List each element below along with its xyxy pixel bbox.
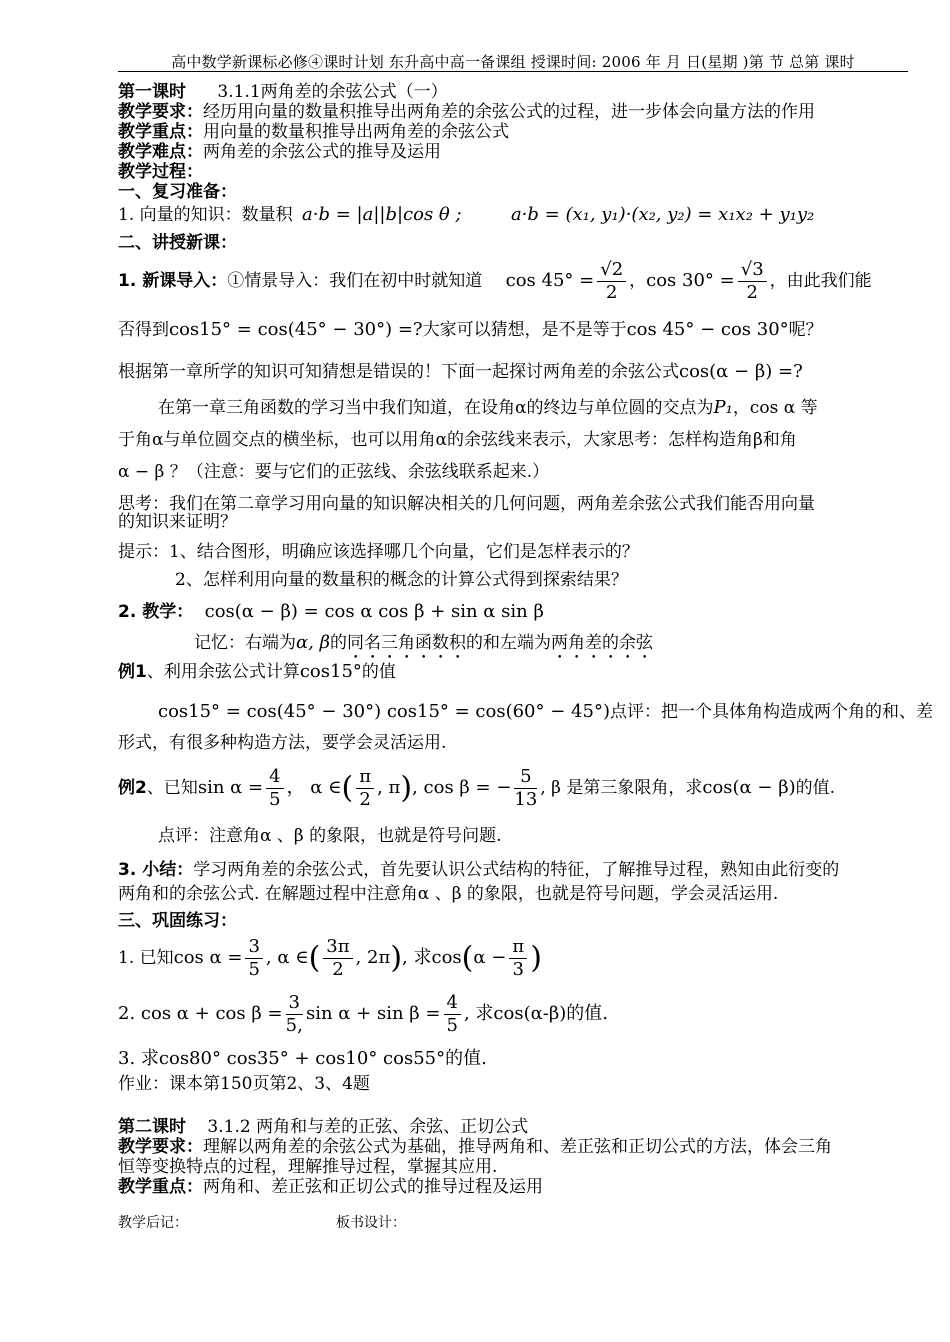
lesson2-focus xyxy=(118,1177,543,1197)
intro-label: 1. 新课导入： xyxy=(118,271,228,291)
lesson2-requirement-text-a: 理解以两角差的余弦公式为基础，推导两角和、差正弦和正切公式的方法，体会三角 xyxy=(203,1137,832,1157)
example1-formula: cos15° xyxy=(299,661,362,682)
pi-over-3: $\frac{\pi}{3}$ xyxy=(509,936,527,981)
section-review-heading: 一、复习准备： xyxy=(118,182,237,202)
sqrt2-over-2: $\frac{√2}{2}$ xyxy=(597,259,626,304)
lesson1-title-label: 第一课时 xyxy=(118,82,186,102)
emphasis-difference-cosine: 两角差的余弦 xyxy=(551,633,654,653)
hint-line1: 提示：1、结合图形，明确应该选择哪几个向量，它们是怎样表示的？ xyxy=(118,542,639,562)
example2-text: 、已知 xyxy=(146,778,198,798)
question-tail: 呢？ xyxy=(788,320,823,340)
paragraph1-text-a: 在第一章三角函数的学习当中我们知道，在设角α的终边与单位圆的交点为 xyxy=(158,398,714,418)
practice1-2pi: , 2π xyxy=(355,947,391,968)
cos45-expr: cos 45° = xyxy=(505,270,595,291)
example1-line xyxy=(118,662,396,682)
hint-line2: 2、怎样利用向量的数量积的概念的计算公式得到探索结果？ xyxy=(175,570,628,590)
memory-alpha-beta: α, β xyxy=(296,632,331,653)
homework-line: 作业：课本第150页第2、3、4题 xyxy=(118,1074,370,1094)
lesson1-title-text: 3.1.1两角差的余弦公式（一） xyxy=(217,82,448,102)
example2-tail: , β 是第三象限角，求 xyxy=(540,778,703,798)
teaching-label: 2. 教学： xyxy=(118,602,194,622)
right-paren: ) xyxy=(400,770,413,806)
lesson2-title xyxy=(118,1117,528,1137)
intro-line: 1. 新课导入：①情景导入：我们在初中时就知道 cos 45° = $\frac{√2}{2}$ ，cos 30° = $\frac{√3}{2}$ ，由此我们能 xyxy=(118,259,872,303)
practice1-alpha: α − xyxy=(473,947,507,968)
practice1-ask: , 求cos xyxy=(402,947,462,968)
example2-pi: , π xyxy=(377,777,401,798)
three-pi-over-2: $\frac{3\pi}{2}$ xyxy=(323,936,352,981)
example2-in: ， α ∈ xyxy=(286,777,342,798)
teaching-line xyxy=(118,602,544,622)
example2-cos-beta: , cos β = − xyxy=(412,777,512,798)
question-middle: 大家可以猜想，是不是等于 xyxy=(422,320,627,340)
paragraph1-line1 xyxy=(158,398,818,418)
four-fifths-2: $\frac{4}{5}$ xyxy=(444,992,461,1037)
lesson2-title-label: 第二课时 xyxy=(118,1117,186,1137)
lesson2-title-text: 3.1.2 两角和与差的正弦、余弦、正切公式 xyxy=(207,1117,529,1137)
teaching-notes-label: 教学后记： xyxy=(118,1215,188,1231)
paragraph1-text-b: ，cos α 等 xyxy=(732,398,818,418)
intro-tail: ，由此我们能 xyxy=(769,271,872,291)
right-paren: ) xyxy=(530,940,542,976)
three-fifths: $\frac{3}{5}$ xyxy=(245,936,262,981)
example2-label: 例2 xyxy=(118,778,147,798)
emphasis-same-name-product: 同名三角函数积 xyxy=(347,633,467,653)
example1-text: 、利用余弦公式计算 xyxy=(146,662,300,682)
board-design-label: 板书设计： xyxy=(336,1215,406,1231)
practice1-in: , α ∈ xyxy=(265,947,309,968)
summary-text-a: 学习两角差的余弦公式，首先要认识公式结构的特征，了解推导过程，熟知由此衍变的 xyxy=(193,860,840,880)
memory-text-b: 的 xyxy=(330,633,348,653)
summary-label: 3. 小结： xyxy=(118,860,194,880)
cos15-guess-formula: cos15° = cos(45° − 30°) =? xyxy=(169,319,423,340)
memory-text-c: 的和左端为 xyxy=(466,633,552,653)
cos-alpha-minus-beta: cos(α − β) =? xyxy=(679,361,803,382)
focus-label: 教学重点： xyxy=(118,122,203,142)
focus-text: 用向量的数量积推导出两角差的余弦公式 xyxy=(203,122,509,142)
practice2-ask: , 求cos(α-β)的值. xyxy=(463,1003,608,1024)
difficulty-text: 两角差的余弦公式的推导及运用 xyxy=(203,142,441,162)
sqrt3-over-2: $\frac{√3}{2}$ xyxy=(738,259,767,304)
practice1-prefix: 1. 已知 xyxy=(118,948,174,968)
dot-product-formula: a·b = |a||b|cos θ ; xyxy=(302,204,462,225)
pi-over-2: $\frac{\pi}{2}$ xyxy=(356,766,374,811)
practice2-line xyxy=(118,988,608,1040)
lesson1-title xyxy=(118,82,448,102)
lesson1-difficulty xyxy=(118,142,441,162)
paragraph1-line3: α − β ？（注意：要与它们的正弦线、余弦线联系起来.） xyxy=(118,462,550,482)
section-newlesson-heading: 二、讲授新课： xyxy=(118,233,237,253)
lesson2-requirement-label: 教学要求： xyxy=(118,1137,203,1157)
left-paren: ( xyxy=(308,940,321,976)
example2-sin: sin α = xyxy=(197,777,264,798)
memory-text-a: 记忆：右端为 xyxy=(194,633,296,653)
five-thirteenths: $\frac{5}{13}$ xyxy=(514,766,538,810)
example2-line xyxy=(118,760,835,817)
think-line2: 的知识来证明？ xyxy=(118,512,237,532)
point-p1: P₁ xyxy=(713,397,733,418)
lesson2-requirement-line1 xyxy=(118,1137,832,1157)
four-fifths: $\frac{4}{5}$ xyxy=(266,766,283,811)
example1-solution-formula: cos15° = cos(45° − 30°) cos15° = cos(60° − 45°) xyxy=(158,701,610,722)
example1-label: 例1 xyxy=(118,662,147,682)
think-line1: 思考：我们在第二章学习用向量的知识解决相关的几何问题，两角差余弦公式我们能否用向量 xyxy=(118,494,815,514)
practice2-cos-sum: 2. cos α + cos β = xyxy=(118,1003,283,1024)
coordinate-dot-product-formula: a·b = (x₁, y₁)·(x₂, y₂) = x₁x₂ + y₁y₂ xyxy=(510,204,815,225)
page-header: 高中数学新课标必修④课时计划 东升高中高一备课组 授课时间: 2006 年 月 日(星期 )第 节 总第 课时 xyxy=(118,51,908,72)
process-heading: 教学过程： xyxy=(118,162,203,182)
intro-text: ①情景导入：我们在初中时就知道 xyxy=(227,271,483,291)
summary-line2: 两角和的余弦公式. 在解题过程中注意角α 、β 的象限，也就是符号问题，学会灵活运用. xyxy=(118,884,779,904)
review-text: 1. 向量的知识：数量积 xyxy=(118,205,293,225)
left-paren: ( xyxy=(341,770,354,806)
summary-line1 xyxy=(118,860,839,880)
requirement-label: 教学要求： xyxy=(118,102,203,122)
three-fifths-2: $\frac{3}{5,}$ xyxy=(285,992,303,1036)
cos30-expr: cos 30° = xyxy=(646,270,735,291)
section-practice-heading: 三、巩固练习： xyxy=(118,911,237,931)
example2-target: cos(α − β) xyxy=(702,777,796,798)
cos-difference-guess: cos 45° − cos 30° xyxy=(626,319,789,340)
lesson1-requirement xyxy=(118,102,815,122)
example1-solution-line xyxy=(158,702,933,722)
example2-end: 的值. xyxy=(795,778,836,798)
guess-text: 根据第一章所学的知识可知猜想是错误的！下面一起探讨两角差的余弦公式 xyxy=(118,362,679,382)
paragraph1-line2: 于角α与单位圆交点的横坐标，也可以用角α的余弦线来表示，大家思考：怎样构造角β和角 xyxy=(118,430,797,450)
example1-tail: 的值 xyxy=(361,662,396,682)
cos-difference-formula: cos(α − β) = cos α cos β + sin α sin β xyxy=(204,601,544,622)
example2-comment: 点评：注意角α 、β 的象限，也就是符号问题. xyxy=(158,826,502,846)
lesson2-focus-text: 两角和、差正弦和正切公式的推导过程及运用 xyxy=(203,1177,543,1197)
practice1-cos: cos α = xyxy=(173,947,243,968)
left-paren: ( xyxy=(461,940,474,976)
difficulty-label: 教学难点： xyxy=(118,142,203,162)
guess-line xyxy=(118,362,803,382)
question-prefix: 否得到 xyxy=(118,320,169,340)
right-paren: ) xyxy=(390,940,403,976)
review-line xyxy=(118,205,814,225)
example1-comment-line2: 形式，有很多种构造方法，要学会灵活运用. xyxy=(118,733,447,753)
lesson2-requirement-line2: 恒等变换特点的过程，理解推导过程，掌握其应用. xyxy=(118,1157,498,1177)
example1-comment-a: 点评：把一个具体角构造成两个角的和、差 xyxy=(609,702,933,722)
lesson2-focus-label: 教学重点： xyxy=(118,1177,203,1197)
question-line xyxy=(118,320,823,340)
practice3-line: 3. 求cos80° cos35° + cos10° cos55°的值. xyxy=(118,1048,487,1069)
memory-line xyxy=(194,633,653,663)
practice1-line xyxy=(118,930,542,987)
practice2-sin-sum: sin α + sin β = xyxy=(306,1003,441,1024)
lesson1-focus xyxy=(118,122,509,142)
requirement-text: 经历用向量的数量积推导出两角差的余弦公式的过程，进一步体会向量方法的作用 xyxy=(203,102,815,122)
